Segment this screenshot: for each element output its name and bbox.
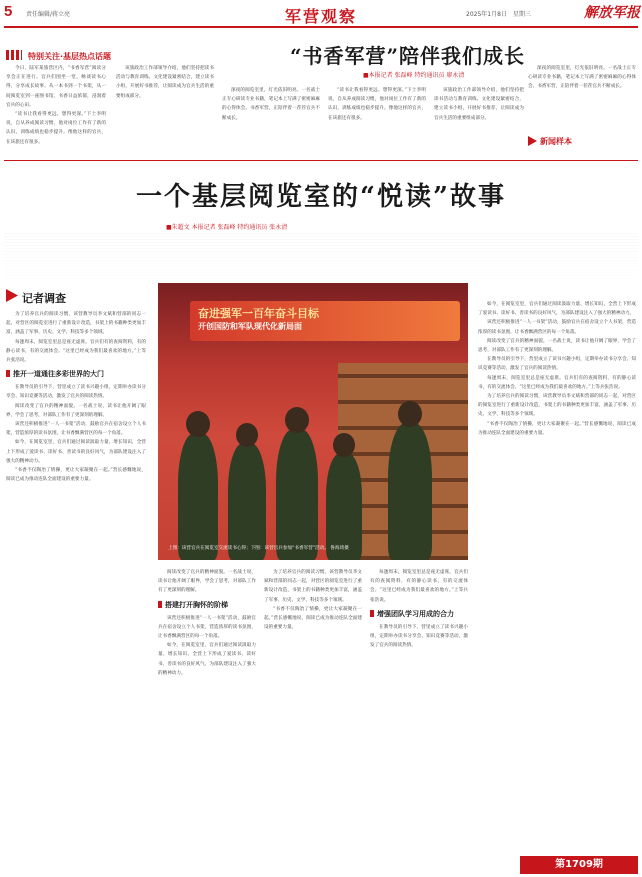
article2-subhead: 搭建打开胸怀的阶梯 (158, 600, 256, 610)
issue-number-badge: 第1709期 (520, 856, 638, 874)
article2-paragraph: 如今，在阅览室里，官兵们通过阅读汲取力量、增长知识，全营上下形成了爱读书、读好书、善读书的良好风气，为部队建设注入了强大的精神动力。 (158, 643, 256, 676)
photo-soldier-head (285, 407, 309, 433)
article2-column-4 (370, 568, 468, 848)
photo-soldier-head (398, 401, 422, 427)
article2-column-2 (158, 568, 256, 848)
article2-paragraph: 为了培养官兵的阅读习惯，该营教导员李文斌和营部的同志一起，对营区的阅览室进行了重新设计改造，书架上的书籍种类更加丰富，涵盖了军事、历史、文学、科技等多个领域。 (478, 394, 636, 418)
article2-paragraph: 每逢周末，阅览室里总是座无虚席。官兵们有的查阅资料，有的静心读书，有的交流体会。“这里已经成为我们最喜欢的地方。”上等兵张浩说。 (6, 339, 146, 364)
photo-caption: 上图：该营官兵在阅览室交流读书心得；下图：该营官兵参加“书香军营”活动。 鲁海琦摄 (168, 546, 349, 551)
article2-title: 一个基层阅览室的“悦读”故事 (136, 182, 506, 212)
article1-byline: ■本报记者 张磊峰 特约通讯员 廖永清 (363, 72, 465, 79)
article2-paragraph: 该营还积极推进“一人一书架”活动，鼓励官兵在宿舍设立个人书架，营造浓厚的读书氛围，让书香飘满营区的每一个角落。 (158, 615, 256, 640)
article2-column-5 (478, 300, 636, 850)
special-column-marker (6, 50, 22, 60)
article2-paragraph: 每逢周末，阅览室里总是座无虚席。官兵们有的查阅资料，有的静心读书，有的交流体会。“这里已经成为我们最喜欢的地方。”上等兵张浩说。 (478, 375, 636, 390)
article2-paragraph: 为了培养官兵的阅读习惯，该营教导员李文斌和营部的同志一起，对营区的阅览室进行了重新设计改造，书架上的书籍种类更加丰富，涵盖了军事、历史、文学、科技等多个领域。 (6, 312, 146, 336)
kicker-marker (6, 289, 18, 302)
article2-paragraph: 该营还积极推进“一人一书架”活动，鼓励官兵在宿舍设立个人书架，营造浓厚的读书氛围，让书香飘满营区的每一个角落。 (6, 422, 146, 437)
article2-column-1 (6, 310, 146, 850)
article1-column-1 (6, 64, 106, 156)
article2-subhead: 推开一道通往多彩世界的大门 (6, 369, 146, 379)
photo-soldier-head (186, 411, 210, 437)
new-comment-label: 新闻样本 (540, 137, 572, 146)
article1-paragraph: 今日，陆军某旅营区内，“书香军营”阅读分享会正在进行。官兵们围坐一堂，畅谈读书心得，分享成长故事。从一本书到一个书架，从一间阅览室到一座图书馆，书香日益浓郁，浸润着官兵的心田。 (6, 66, 106, 108)
article1-paragraph: 该旅政治工作部领导介绍，他们坚持把读书活动与教育训练、文化建设紧密结合，建立读书小组，开展好书推荐，让阅读成为官兵生活的重要组成部分。 (116, 66, 214, 99)
article2-paragraph: “书香不仅陶冶了情操，更让大家凝聚在一起。”营长感慨地说，阅读已成为推动连队全面建设的重要力量。 (6, 468, 146, 483)
photo-banner-line2: 开创国防和军队现代化新局面 (198, 322, 302, 331)
header-rule (4, 26, 638, 28)
photo-soldier (228, 443, 266, 560)
article1-paragraph: “读书让我看得更远、想得更深。”下士李明说，自从养成阅读习惯，他对岗位工作有了新的认识，训练成绩也稳步提升。像他这样的官兵，在该旅还有很多。 (328, 88, 426, 121)
article2-paragraph: 在教导员的引导下，营里成立了读书兴趣小组，定期举办读书分享会、知识竞赛等活动，激发了官兵的阅读热情。 (6, 385, 146, 400)
article2-paragraph: 阅读改变了官兵的精神面貌。一名战士说，读书让他开阔了眼界，学会了思考，对部队工作有了更深刻的理解。 (158, 570, 256, 594)
title-pattern-fade (4, 232, 638, 288)
article2-paragraph: 在教导员的引导下，营里成立了读书兴趣小组，定期举办读书分享会、知识竞赛等活动，激发了官兵的阅读热情。 (370, 624, 468, 649)
article1-paragraph: “读书让我看得更远、想得更深。”下士李明说，自从养成阅读习惯，他对岗位工作有了新的认识，训练成绩也稳步提升。像他这样的官兵，在该旅还有很多。 (6, 112, 106, 145)
article2-byline: ■朱超文 本报记者 张磊峰 特约通讯员 张永清 (166, 224, 288, 231)
editor-line: 责任编辑/蒋立亮 (26, 11, 71, 18)
photo-banner-line1: 奋进强军一百年奋斗目标 (198, 307, 319, 320)
new-comment-marker (528, 136, 537, 146)
article2-paragraph: 该营还积极推进“一人一书架”活动，鼓励官兵在宿舍设立个人书架，营造浓厚的读书氛围，让书香飘满营区的每一个角落。 (478, 320, 636, 335)
article2-subhead: 增强团队学习用成的合力 (370, 609, 468, 619)
article1-column-5 (434, 86, 524, 156)
photo-soldier (326, 453, 362, 560)
article2-paragraph: 如今，在阅览室里，官兵们通过阅读汲取力量、增长知识，全营上下形成了爱读书、读好书、善读书的良好风气，为部队建设注入了强大的精神动力。 (6, 440, 146, 464)
photo-soldier (178, 433, 218, 560)
masthead (0, 0, 642, 26)
article2-paragraph: “书香不仅陶冶了情操，更让大家凝聚在一起。”营长感慨地说，阅读已成为推动连队全面建设的重要力量。 (264, 606, 362, 631)
article2-paragraph: “书香不仅陶冶了情操，更让大家凝聚在一起。”营长感慨地说，阅读已成为推动连队全面建设的重要力量。 (478, 421, 636, 436)
article1-paragraph: 该旅政治工作部领导介绍，他们坚持把读书活动与教育训练、文化建设紧密结合，建立读书小组，开展好书推荐，让阅读成为官兵生活的重要组成部分。 (434, 88, 524, 121)
page-number: 5 (4, 3, 13, 20)
article1-paragraph: 深夜的阅览室里，灯光依旧明亮。一名战士正专心研读专业书籍，笔记本上写满了密密麻麻的心得体会。书香军营，正陪伴着一茬茬官兵不断成长。 (528, 66, 636, 90)
article1-paragraph: 深夜的阅览室里，灯光依旧明亮。一名战士正专心研读专业书籍，笔记本上写满了密密麻麻的心得体会。书香军营，正陪伴着一茬茬官兵不断成长。 (222, 88, 320, 121)
article2-paragraph: 在教导员的引导下，营里成立了读书兴趣小组，定期举办读书分享会、知识竞赛等活动，激发了官兵的阅读热情。 (478, 357, 636, 372)
article2-paragraph: 如今，在阅览室里，官兵们通过阅读汲取力量、增长知识，全营上下形成了爱读书、读好书、善读书的良好风气，为部队建设注入了强大的精神动力。 (478, 302, 636, 317)
date-line: 2025年1月8日 星期三 (466, 11, 531, 18)
article2-kicker: 记者调查 (22, 292, 66, 305)
photo-soldier-head (333, 433, 355, 457)
article1-column-3 (222, 86, 320, 156)
article2-paragraph: 为了培养官兵的阅读习惯，该营教导员李文斌和营部的同志一起，对营区的阅览室进行了重新设计改造，书架上的书籍种类更加丰富，涵盖了军事、历史、文学、科技等多个领域。 (264, 570, 362, 603)
article-separator (4, 160, 638, 161)
article1-column-2 (116, 64, 214, 156)
article2-paragraph: 阅读改变了官兵的精神面貌。一名战士说，读书让他开阔了眼界，学会了思考，对部队工作有了更深刻的理解。 (6, 403, 146, 418)
article2-column-3 (264, 568, 362, 848)
section-title: 军营观察 (284, 7, 357, 26)
photo-soldier (276, 429, 318, 560)
article1-title: “书香军营”陪伴我们成长 (290, 44, 526, 68)
photo-soldier (388, 423, 432, 560)
article2-photo (158, 283, 468, 560)
photo-soldier-head (236, 423, 258, 447)
article1-column-4 (328, 86, 426, 156)
article2-paragraph: 每逢周末，阅览室里总是座无虚席。官兵们有的查阅资料，有的静心读书，有的交流体会。“这里已经成为我们最喜欢的地方。”上等兵张浩说。 (370, 570, 468, 603)
article2-paragraph: 阅读改变了官兵的精神面貌。一名战士说，读书让他开阔了眼界，学会了思考，对部队工作有了更深刻的理解。 (478, 338, 636, 354)
article1-column-6 (528, 64, 636, 130)
newspaper-logo: 解放军报 (584, 5, 640, 21)
special-column-label: 特别关注·基层热点话题 (28, 52, 112, 61)
